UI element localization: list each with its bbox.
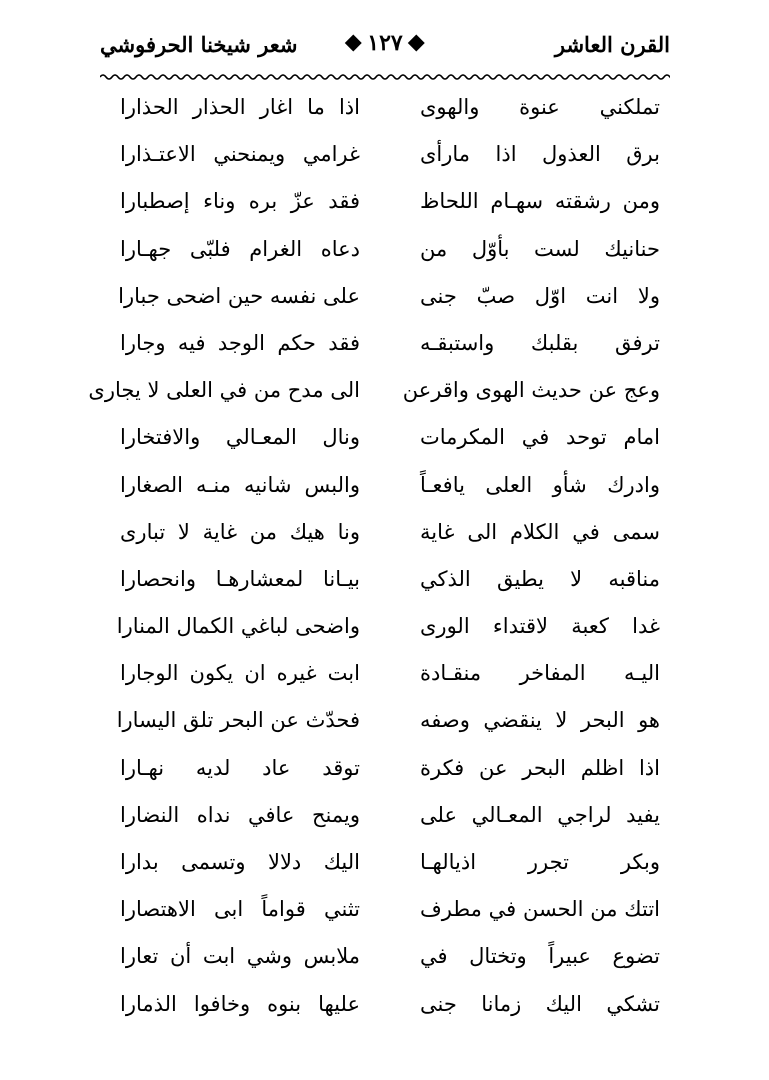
verse-first-hemistich: سمى في الكلام الى غاية xyxy=(420,519,660,544)
verse-second-hemistich: فقد عزّ بره وناء إصطبارا xyxy=(120,189,360,214)
verse-second-hemistich: ملابس وشي ابت أن تعارا xyxy=(120,944,360,969)
verse-second-hemistich: ونال المعـالي والافتخارا xyxy=(120,425,360,450)
verse-second-hemistich: واضحى لباغي الكمال المنارا xyxy=(116,614,360,639)
verse-first-hemistich: امام توحد في المكرمات xyxy=(420,425,660,450)
verse-first-hemistich: حنانيك لست بأوّل من xyxy=(420,236,660,261)
header-rule xyxy=(100,72,670,82)
verse-line xyxy=(120,320,660,367)
verse-line xyxy=(120,178,660,225)
verse-first-hemistich: هو البحر لا ينقضي وصفه xyxy=(420,708,660,733)
verse-second-hemistich: والبس شانيه منـه الصغارا xyxy=(120,472,360,497)
verse-second-hemistich: ويمنح عافي نداه النضارا xyxy=(120,802,360,827)
verse-line xyxy=(88,367,660,414)
verse-first-hemistich: يفيد لراجي المعـالي على xyxy=(420,802,660,827)
verse-second-hemistich: اذا ما اغار الحذار الحذارا xyxy=(120,95,360,119)
verse-line xyxy=(120,792,660,839)
verse-second-hemistich: ونا هيك من غاية لا تبارى xyxy=(120,519,360,544)
verse-first-hemistich: ولا انت اوّل صبّ جنى xyxy=(420,283,660,308)
verse-line xyxy=(120,556,660,603)
verse-line xyxy=(120,131,660,178)
poem xyxy=(88,84,660,1028)
verse-line xyxy=(116,697,660,744)
verse-line xyxy=(120,226,660,273)
verse-line xyxy=(120,462,660,509)
verse-line xyxy=(120,981,660,1028)
verse-line xyxy=(120,933,660,980)
verse-second-hemistich: غرامي ويمنحني الاعتـذارا xyxy=(120,142,360,167)
verse-line xyxy=(120,886,660,933)
verse-first-hemistich: تضوع عبيراً وتختال في xyxy=(420,944,660,969)
verse-first-hemistich: اليـه المفاخر منقـادة xyxy=(420,661,660,686)
verse-second-hemistich: تثني قواماً ابى الاهتصارا xyxy=(120,897,360,922)
verse-line xyxy=(116,603,660,650)
verse-first-hemistich: تشكي اليك زمانا جنى xyxy=(420,991,660,1016)
verse-first-hemistich: برق العذول اذا مارأى xyxy=(420,142,660,167)
verse-line xyxy=(120,414,660,461)
verse-second-hemistich: اليك دلالا وتسمى بدارا xyxy=(120,850,360,874)
verse-line xyxy=(120,509,660,556)
verse-second-hemistich: بيـانا لمعشارهـا وانحصارا xyxy=(120,566,360,591)
book-title: شعر شيخنا الحرفوشي xyxy=(100,32,298,57)
verse-first-hemistich: تملكني عنوة والهوى xyxy=(420,95,660,119)
verse-second-hemistich: فحدّث عن البحر تلق اليسارا xyxy=(116,708,360,733)
verse-line xyxy=(120,273,660,320)
verse-second-hemistich: عليها بنوه وخافوا الذمارا xyxy=(120,991,360,1016)
verse-line xyxy=(120,84,660,131)
page-number-group xyxy=(347,30,422,56)
verse-second-hemistich: دعاه الغرام فلبّى جهـارا xyxy=(120,236,360,261)
verse-line xyxy=(120,650,660,697)
verse-first-hemistich: وبكر تجرر اذيالهـا xyxy=(420,850,660,874)
verse-first-hemistich: غدا كعبة لاقتداء الورى xyxy=(420,614,660,639)
page-header xyxy=(100,28,670,68)
verse-first-hemistich: مناقبه لا يطيق الذكي xyxy=(420,566,660,591)
verse-first-hemistich: ترفق بقلبك واستبقـه xyxy=(420,330,660,355)
verse-first-hemistich: وعج عن حديث الهوى واقرعن xyxy=(402,378,660,403)
ornament-icon xyxy=(345,35,362,52)
verse-second-hemistich: على نفسه حين اضحى جبارا xyxy=(118,283,360,308)
verse-second-hemistich: توقد عاد لديه نهـارا xyxy=(120,755,360,780)
verse-first-hemistich: وادرك شأو العلى يافعـاً xyxy=(420,472,660,497)
verse-second-hemistich: فقد حكم الوجد فيه وجارا xyxy=(120,330,360,355)
verse-first-hemistich: اتتك من الحسن في مطرف xyxy=(420,897,660,922)
verse-first-hemistich: ومن رشقته سهـام اللحاظ xyxy=(420,189,660,214)
verse-first-hemistich: اذا اظلم البحر عن فكرة xyxy=(420,755,660,780)
chapter-title: القرن العاشر xyxy=(554,32,670,57)
page-number: ١٢٧ xyxy=(367,30,403,56)
verse-line xyxy=(120,839,660,886)
verse-line xyxy=(120,745,660,792)
ornament-icon xyxy=(408,35,425,52)
verse-second-hemistich: ابت غيره ان يكون الوجارا xyxy=(120,661,360,686)
verse-second-hemistich: الى مدح من في العلى لا يجارى xyxy=(88,378,360,403)
